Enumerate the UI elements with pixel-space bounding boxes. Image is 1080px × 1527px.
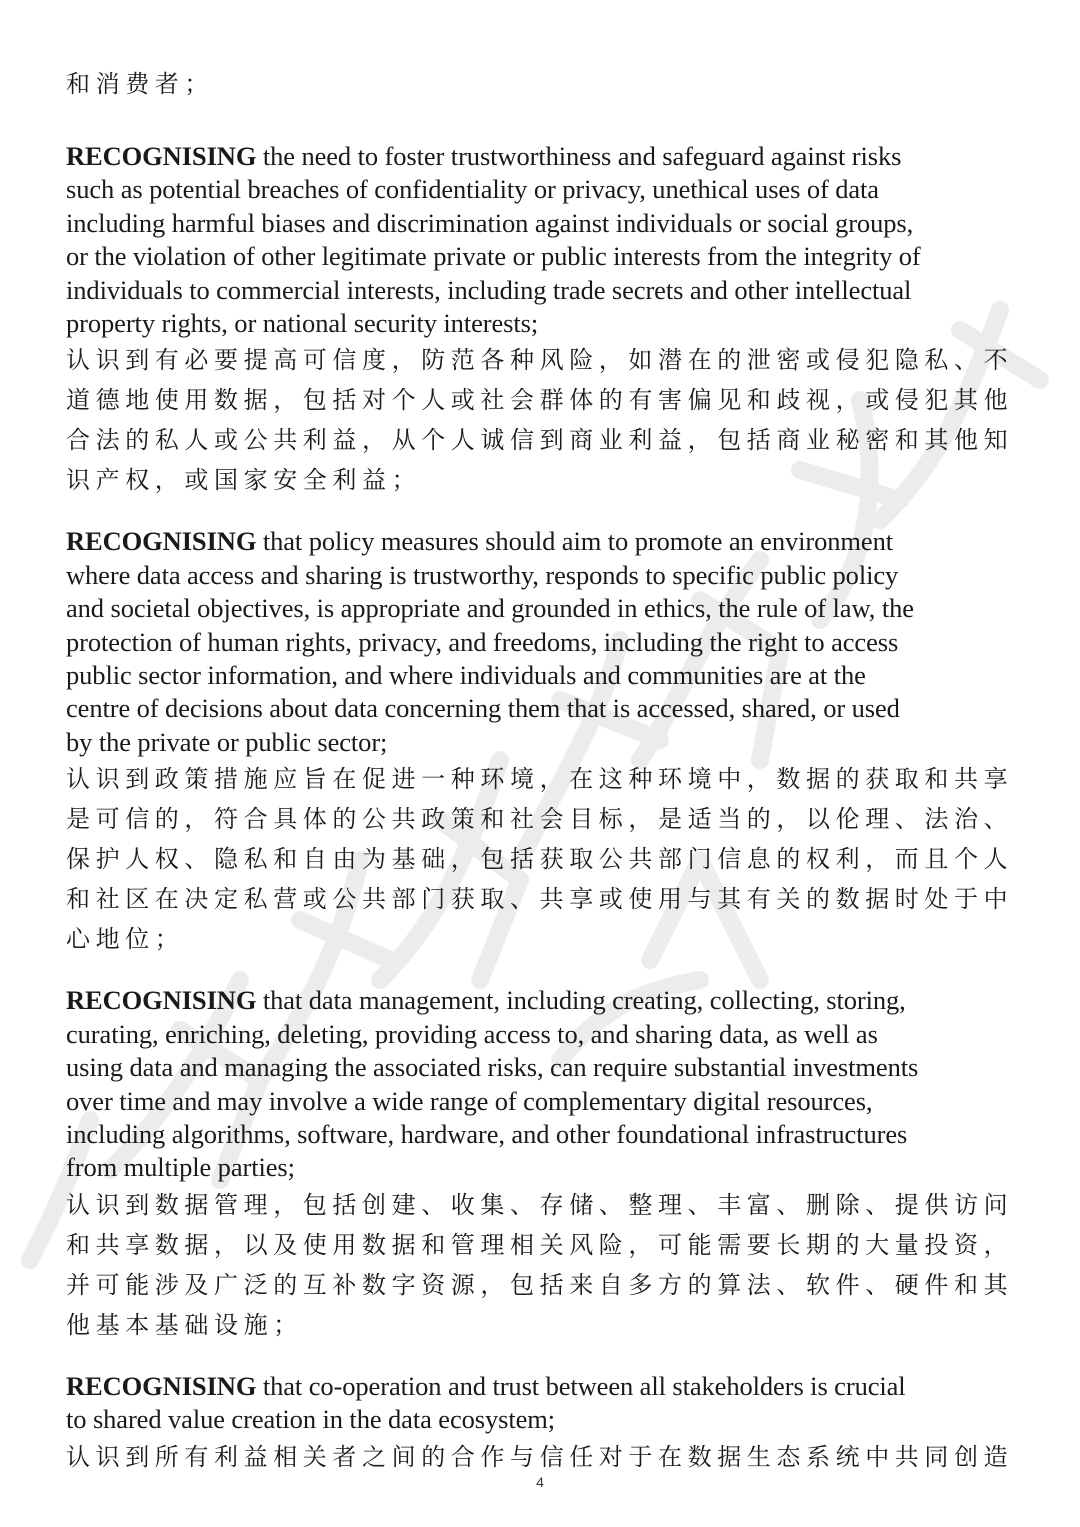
recital-lead: RECOGNISING — [66, 1370, 257, 1401]
recital-chinese — [66, 1437, 1016, 1477]
chinese-line: 认识到数据管理，包括创建、收集、存储、整理、丰富、删除、提供访问 — [66, 1190, 1014, 1219]
recital-chinese — [66, 759, 1016, 959]
english-line: that policy measures should aim to promote an environment — [256, 526, 894, 557]
recital-lead: RECOGNISING — [66, 141, 257, 171]
english-line: public sector information, and where individuals and communities are at the — [66, 660, 866, 691]
english-line: where data access and sharing is trustworthy, responds to specific public policy — [66, 559, 899, 590]
recital-paragraph — [66, 1370, 1016, 1477]
chinese-line: 识产权，或国家安全利益； — [66, 466, 422, 495]
english-line: centre of decisions about data concerning them that is accessed, shared, or used — [66, 693, 900, 724]
english-line: using data and managing the associated risks, can require substantial investments — [66, 1052, 919, 1083]
chinese-line: 保护人权、隐私和自由为基础，包括获取公共部门信息的权利，而且个人 — [66, 845, 1014, 874]
english-line: including harmful biases and discrimination against individuals or social groups, — [66, 207, 914, 238]
recital-english — [66, 1370, 1016, 1437]
english-line: curating, enriching, deleting, providing access to, and sharing data, as well as — [66, 1018, 878, 1049]
chinese-line: 认识到有必要提高可信度，防范各种风险，如潜在的泄密或侵犯隐私、不 — [66, 346, 1014, 375]
chinese-line: 是可信的，符合具体的公共政策和社会目标，是适当的，以伦理、法治、 — [66, 805, 1014, 834]
chinese-line: 心地位； — [66, 925, 185, 954]
english-line: to shared value creation in the data ecosystem; — [66, 1404, 556, 1435]
recital-english — [66, 140, 1016, 340]
document-body — [66, 64, 1016, 1477]
english-line: individuals to commercial interests, including trade secrets and other intellectual — [66, 274, 912, 305]
english-line: over time and may involve a wide range of complementary digital resources, — [66, 1085, 873, 1116]
chinese-line: 并可能涉及广泛的互补数字资源，包括来自多方的算法、软件、硬件和其 — [66, 1270, 1014, 1299]
chinese-line: 认识到所有利益相关者之间的合作与信任对于在数据生态系统中共同创造 — [66, 1442, 1014, 1471]
english-line: that data management, including creating, collecting, storing, — [256, 985, 906, 1016]
chinese-line: 认识到政策措施应旨在促进一种环境，在这种环境中，数据的获取和共享 — [66, 765, 1014, 794]
english-line: such as potential breaches of confidentiality or privacy, unethical uses of data — [66, 174, 879, 205]
english-line: from multiple parties; — [66, 1152, 295, 1183]
chinese-line: 道德地使用数据，包括对个人或社会群体的有害偏见和歧视，或侵犯其他 — [66, 386, 1014, 415]
chinese-line: 他基本基础设施； — [66, 1310, 303, 1339]
recital-lead: RECOGNISING — [66, 526, 257, 557]
english-line: that co-operation and trust between all stakeholders is crucial — [256, 1370, 906, 1401]
english-line: and societal objectives, is appropriate and grounded in ethics, the rule of law, the — [66, 593, 914, 624]
english-line: by the private or public sector; — [66, 726, 388, 757]
english-line: property rights, or national security interests; — [66, 308, 539, 339]
chinese-line: 和共享数据，以及使用数据和管理相关风险，可能需要长期的大量投资， — [66, 1230, 1014, 1259]
recital-chinese — [66, 1185, 1016, 1345]
page-number: 4 — [536, 1474, 544, 1490]
chinese-line: 合法的私人或公共利益，从个人诚信到商业利益，包括商业秘密和其他知 — [66, 426, 1014, 455]
recital-paragraph — [66, 140, 1016, 500]
english-line: the need to foster trustworthiness and safeguard against risks — [256, 141, 902, 171]
recital-paragraph — [66, 984, 1016, 1344]
english-line: including algorithms, software, hardware, and other foundational infrastructures — [66, 1118, 908, 1149]
intro-fragment: 和消费者； — [66, 70, 214, 98]
recital-lead: RECOGNISING — [66, 985, 257, 1016]
recital-english — [66, 984, 1016, 1184]
recital-english — [66, 525, 1016, 759]
recital-chinese — [66, 340, 1016, 500]
english-line: or the violation of other legitimate private or public interests from the integrity of — [66, 241, 921, 272]
recital-paragraph — [66, 525, 1016, 959]
english-line: protection of human rights, privacy, and freedoms, including the right to access — [66, 626, 899, 657]
chinese-line: 和社区在决定私营或公共部门获取、共享或使用与其有关的数据时处于中 — [66, 885, 1014, 914]
